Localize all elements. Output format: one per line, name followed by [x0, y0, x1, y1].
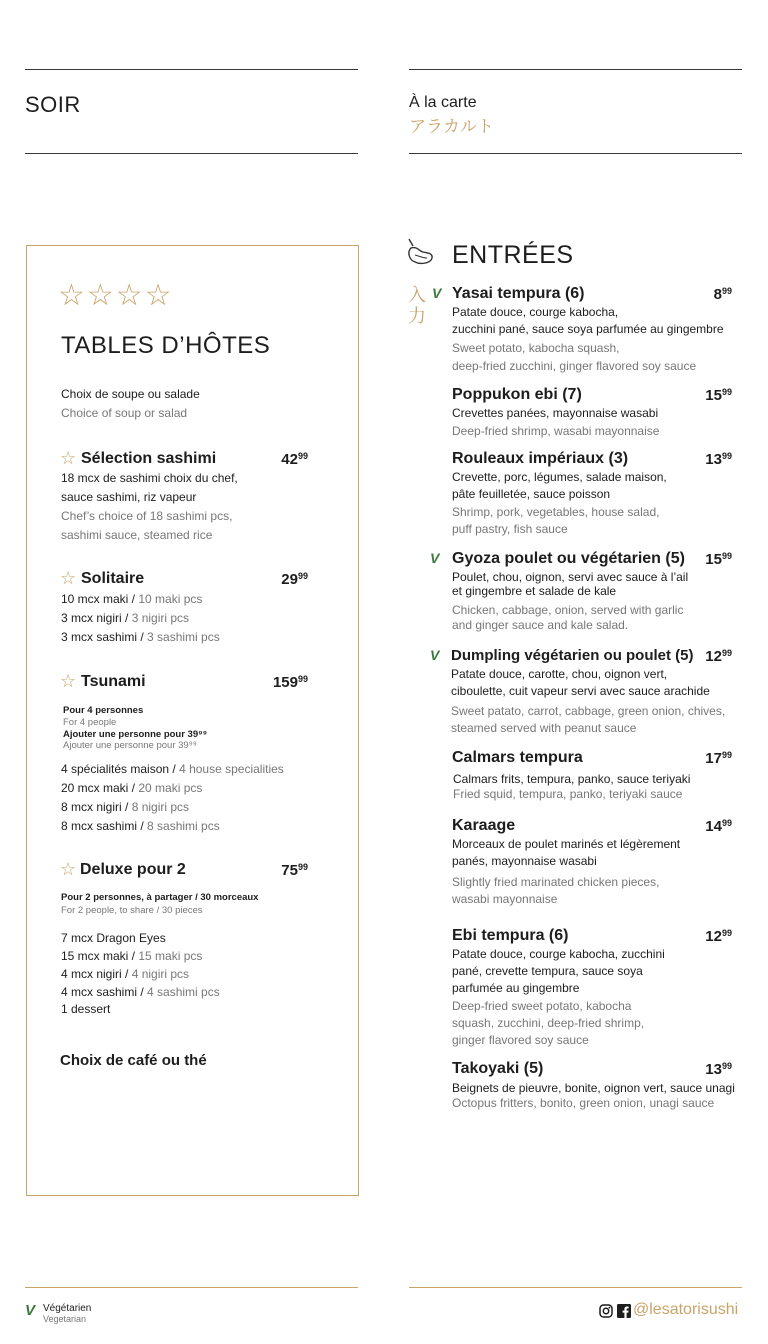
item-row: 4 spécialités maison / 4 house specialities	[61, 762, 284, 776]
item-description-fr: zucchini pané, sauce soya parfumée au gingembre	[452, 322, 724, 336]
menu-item-name: Gyoza poulet ou végétarien (5)	[452, 550, 685, 567]
tables-title: TABLES D’HÔTES	[61, 332, 271, 359]
item-description-en: Deep-fried shrimp, wasabi mayonnaise	[452, 424, 660, 438]
tables-choice-fr: Choix de soupe ou salade	[61, 387, 200, 401]
item-description-en: steamed served with peanut sauce	[451, 721, 637, 735]
item-description-en: deep-fried zucchini, ginger flavored soy sauce	[452, 359, 697, 373]
item-description-fr: 18 mcx de sashimi choix du chef,	[61, 471, 238, 485]
item-description-fr: Crevette, porc, légumes, salade maison,	[452, 470, 667, 484]
menu-item-price: $29^{99}$	[281, 571, 308, 588]
menu-item-price: $75^{99}$	[281, 862, 308, 879]
star-icon: ☆	[60, 671, 77, 691]
footer-left-rule	[25, 1287, 358, 1288]
item-note: Ajouter une personne pour 39⁹⁹	[63, 729, 208, 740]
social-handle[interactable]: @lesatorisushi	[633, 1301, 739, 1318]
item-description-en: squash, zucchini, deep-fried shrimp,	[452, 1016, 645, 1030]
item-description-en: Fried squid, tempura, panko, teriyaki sauce	[453, 787, 683, 801]
item-description-fr: Patate douce, carotte, chou, oignon vert,	[451, 667, 668, 681]
vegetarian-legend-fr: Végétarien	[43, 1303, 92, 1314]
star-icon: ☆	[60, 448, 77, 468]
vegetarian-icon: V	[430, 647, 440, 663]
menu-item-name: Rouleaux impériaux (3)	[452, 450, 629, 467]
item-description-fr: Patate douce, courge kabocha, zucchini	[452, 947, 665, 961]
instagram-icon[interactable]	[599, 1304, 613, 1318]
footer-right-rule	[409, 1287, 742, 1288]
item-row: 4 mcx sashimi / 4 sashimi pcs	[61, 985, 220, 999]
menu-item-price: $159^{99}$	[272, 674, 308, 691]
item-description-fr: Crevettes panées, mayonnaise wasabi	[452, 406, 659, 420]
item-description-en: Shrimp, pork, vegetables, house salad,	[452, 505, 660, 519]
menu-item-name: Poppukon ebi (7)	[452, 386, 582, 403]
item-description-fr: Beignets de pieuvre, bonite, oignon vert, sauce unagi	[452, 1081, 735, 1095]
page-title: SOIR	[25, 92, 81, 117]
item-description-fr: pâte feuilletée, sauce poisson	[452, 487, 611, 501]
tempura-icon	[403, 236, 435, 268]
item-row: 3 mcx nigiri / 3 nigiri pcs	[61, 611, 190, 625]
menu-item-name: Karaage	[452, 817, 516, 834]
item-description-fr: parfumée au gingembre	[452, 981, 580, 995]
item-description-fr: et gingembre et salade de kale	[452, 584, 617, 598]
menu-item-price: $42^{99}$	[281, 451, 308, 468]
menu-item-name: Yasai tempura (6)	[452, 285, 585, 302]
tables-choice-en: Choice of soup or salad	[61, 406, 188, 420]
item-note: For 4 people	[63, 717, 117, 728]
menu-item-price: $15^{99}$	[705, 551, 732, 568]
menu-item-name: Deluxe pour 2	[80, 861, 186, 878]
item-description-en: wasabi mayonnaise	[452, 892, 558, 906]
item-description-fr: Calmars frits, tempura, panko, sauce teriyaki	[453, 772, 691, 786]
menu-item-price: $8^{99}$	[713, 286, 732, 303]
item-row: 15 mcx maki / 15 maki pcs	[61, 949, 203, 963]
header-left-bottom-rule	[25, 153, 358, 154]
item-row: 20 mcx maki / 20 maki pcs	[61, 781, 203, 795]
menu-item-name: Sélection sashimi	[81, 450, 217, 467]
item-note: For 2 people, to share / 30 pieces	[61, 905, 203, 916]
star-icon: ☆	[60, 568, 77, 588]
star-icon: ☆	[60, 859, 77, 879]
item-description-en: puff pastry, fish sauce	[452, 522, 568, 536]
item-description-en: Chef’s choice of 18 sashimi pcs,	[61, 509, 233, 523]
item-description-fr: pané, crevette tempura, sauce soya	[452, 964, 643, 978]
vegetarian-icon: V	[430, 550, 440, 566]
menu-item-price: $14^{99}$	[705, 818, 732, 835]
section-subtitle-japanese: アラカルト	[409, 117, 494, 136]
item-note: Ajouter une personne pour 39⁹⁹	[63, 740, 197, 751]
item-description-fr: ciboulette, cuit vapeur servi avec sauce arachide	[451, 684, 710, 698]
menu-item-name: Takoyaki (5)	[452, 1060, 544, 1077]
item-row: 7 mcx Dragon Eyes	[61, 931, 166, 945]
menu-item-name: Dumpling végétarien ou poulet (5)	[451, 647, 694, 664]
menu-item-name: Tsunami	[81, 673, 146, 690]
item-description-en: Sweet patato, carrot, cabbage, green onion, chives,	[451, 704, 726, 718]
item-description-fr: Poulet, chou, oignon, servi avec sauce à l’ail	[452, 570, 689, 584]
section-title: À la carte	[409, 94, 477, 111]
vegetarian-legend-en: Vegetarian	[43, 1314, 87, 1324]
item-description-fr: panés, mayonnaise wasabi	[452, 854, 597, 868]
item-description-en: sashimi sauce, steamed rice	[61, 528, 213, 542]
item-row: 10 mcx maki / 10 maki pcs	[61, 592, 203, 606]
item-description-fr: sauce sashimi, riz vapeur	[61, 490, 197, 504]
item-description-en: Octopus fritters, bonito, green onion, unagi sauce	[452, 1096, 715, 1110]
item-description-fr: Patate douce, courge kabocha,	[452, 305, 619, 319]
tables-footer: Choix de café ou thé	[60, 1052, 207, 1069]
item-description-en: Sweet potato, kabocha squash,	[452, 341, 620, 355]
item-description-en: and ginger sauce and kale salad.	[452, 618, 629, 632]
menu-item-name: Ebi tempura (6)	[452, 927, 569, 944]
menu-item-price: $12^{99}$	[705, 928, 732, 945]
item-description-en: ginger flavored soy sauce	[452, 1033, 589, 1047]
item-description-fr: Morceaux de poulet marinés et légèrement	[452, 837, 681, 851]
item-note: Pour 4 personnes	[63, 705, 144, 716]
menu-item-price: $15^{99}$	[705, 387, 732, 404]
item-note: Pour 2 personnes, à partager / 30 morceaux	[61, 892, 259, 903]
item-description-en: Deep-fried sweet potato, kabocha	[452, 999, 632, 1013]
item-row: 4 mcx nigiri / 4 nigiri pcs	[61, 967, 190, 981]
entrees-title: ENTRÉES	[452, 241, 574, 269]
menu-item-name: Solitaire	[81, 570, 145, 587]
menu-item-price: $12^{99}$	[705, 648, 732, 665]
menu-item-price: $13^{99}$	[705, 451, 732, 468]
item-row: 8 mcx nigiri / 8 nigiri pcs	[61, 800, 190, 814]
menu-item-name: Calmars tempura	[452, 749, 583, 766]
item-row: 8 mcx sashimi / 8 sashimi pcs	[61, 819, 220, 833]
menu-item-price: $17^{99}$	[705, 750, 732, 767]
item-description-en: Slightly fried marinated chicken pieces,	[452, 875, 660, 889]
menu-item-price: $13^{99}$	[705, 1061, 732, 1078]
item-description-en: Chicken, cabbage, onion, served with garlic	[452, 603, 684, 617]
vegetarian-legend-icon: V	[25, 1302, 36, 1319]
item-row: 1 dessert	[61, 1002, 111, 1016]
header-left-top-rule	[25, 69, 358, 70]
entrees-kanji: 入力	[408, 285, 426, 326]
facebook-icon[interactable]	[617, 1304, 631, 1318]
four-star-icon: ☆☆☆☆	[58, 279, 174, 312]
header-right-bottom-rule	[409, 153, 742, 154]
item-row: 3 mcx sashimi / 3 sashimi pcs	[61, 630, 220, 644]
header-right-top-rule	[409, 69, 742, 70]
vegetarian-icon: V	[432, 285, 442, 301]
